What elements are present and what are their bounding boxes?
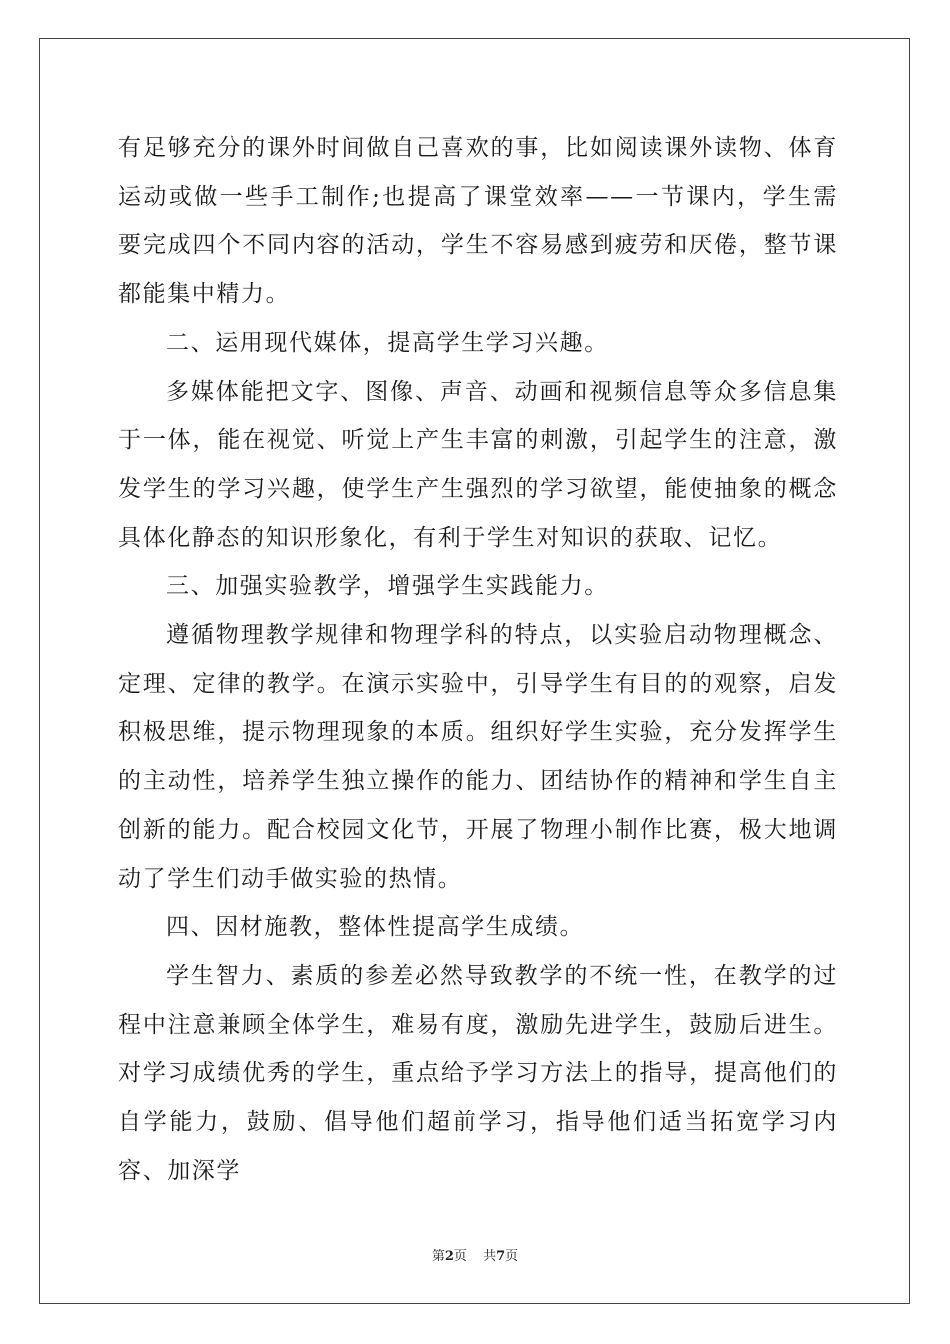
document-body [118,124,838,1195]
page-total: 共7页 [483,1249,519,1264]
paragraph-continuation: 有足够充分的课外时间做自己喜欢的事，比如阅读课外读物、体育运动或做一些手工制作;也提高了课堂效率——一节课内，学生需要完成四个不同内容的活动，学生不容易感到疲劳和厌倦，整节课都能集中精力。 [118,135,838,308]
paragraph-experiments: 遵循物理教学规律和物理学科的特点，以实验启动物理概念、定理、定律的教学。在演示实验中，引导学生有目的的观察，启发积极思维，提示物理现象的本质。组织好学生实验，充分发挥学生的主动性，培养学生独立操作的能力、团结协作的精神和学生自主创新的能力。配合校园文化节，开展了物理小制作比赛，极大地调动了学生们动手做实验的热情。 [118,622,838,892]
page-footer [0,1245,950,1264]
section-heading-2: 二、运用现代媒体，提高学生学习兴趣。 [166,329,609,356]
page-number: 第2页 [431,1249,467,1264]
section-heading-4: 四、因材施教，整体性提高学生成绩。 [166,914,585,941]
paragraph-multimedia: 多媒体能把文字、图像、声音、动画和视频信息等众多信息集于一体，能在视觉、听觉上产生丰富的刺激，引起学生的注意，激发学生的学习兴趣，使学生产生强烈的学习欲望，能使抽象的概念具体化静态的知识形象化，有利于学生对知识的获取、记忆。 [118,378,838,551]
paragraph-individual-teaching: 学生智力、素质的参差必然导致教学的不统一性，在教学的过程中注意兼顾全体学生，难易有度，激励先进学生，鼓励后进生。对学习成绩优秀的学生，重点给予学习方法上的指导，提高他们的自学能力，鼓励、倡导他们超前学习，指导他们适当拓宽学习内容、加深学 [118,962,838,1184]
section-heading-3: 三、加强实验教学，增强学生实践能力。 [166,573,609,600]
